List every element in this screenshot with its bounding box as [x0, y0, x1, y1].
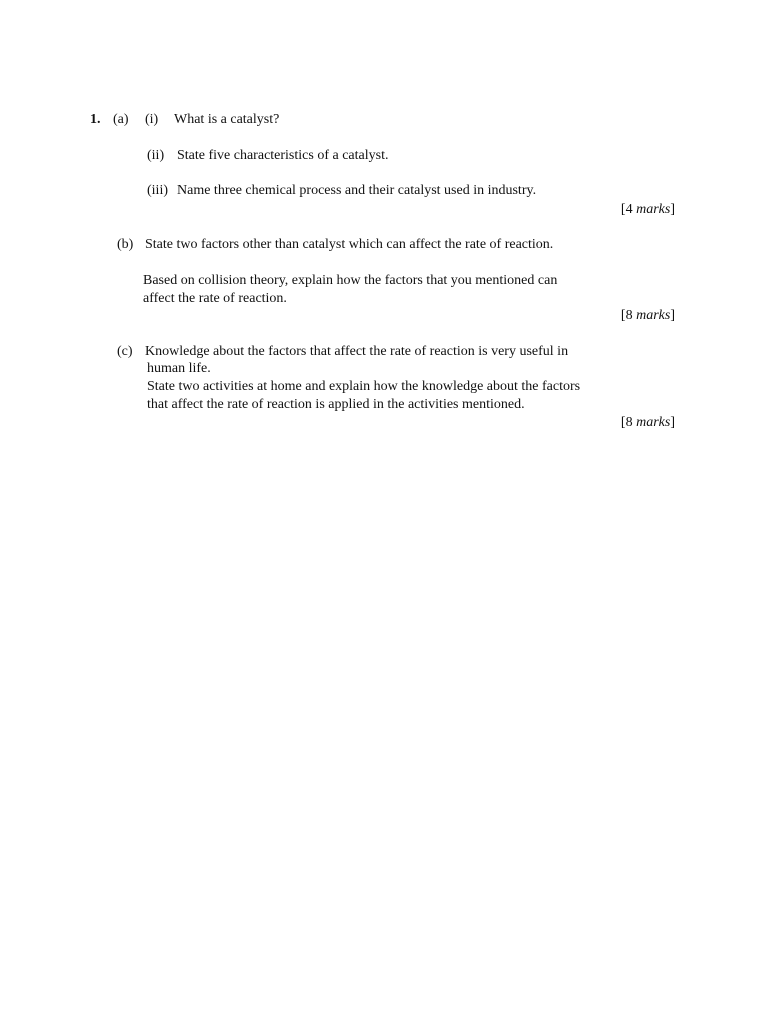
part-a-ii-label: (ii)	[147, 148, 165, 163]
part-a-marks-word: marks	[636, 202, 671, 217]
part-c-line-2: human life.	[147, 361, 211, 376]
part-c-line-4: that affect the rate of reaction is applied in the activities mentioned.	[147, 397, 525, 412]
part-a-i-label: (i)	[145, 112, 159, 127]
part-a-label: (a)	[113, 112, 129, 127]
part-c-line-3: State two activities at home and explain how the knowledge about the factors	[147, 379, 581, 394]
part-b-marks: [8 marks]	[620, 308, 675, 323]
part-b-label: (b)	[117, 237, 134, 252]
part-a-marks-number: 4	[625, 202, 633, 217]
part-c-label: (c)	[117, 344, 133, 359]
part-a-marks: [4 marks]	[620, 202, 675, 217]
part-c-marks-number: 8	[625, 415, 633, 430]
part-a-iii-text: Name three chemical process and their catalyst used in industry.	[177, 183, 537, 198]
part-b-line-1: State two factors other than catalyst which can affect the rate of reaction.	[145, 237, 554, 252]
part-a-iii-label: (iii)	[147, 183, 168, 198]
part-b-line-3: affect the rate of reaction.	[143, 291, 287, 306]
part-c-marks: [8 marks]	[620, 415, 675, 430]
part-c-line-1: Knowledge about the factors that affect the rate of reaction is very useful in	[145, 344, 569, 359]
part-b-marks-word: marks	[636, 308, 671, 323]
part-c-marks-word: marks	[636, 415, 671, 430]
part-a-ii-text: State five characteristics of a catalyst.	[177, 148, 389, 163]
question-number: 1.	[90, 112, 101, 127]
part-a-i-text: What is a catalyst?	[174, 112, 280, 127]
part-b-marks-number: 8	[625, 308, 633, 323]
part-b-line-2: Based on collision theory, explain how the factors that you mentioned can	[143, 273, 558, 288]
